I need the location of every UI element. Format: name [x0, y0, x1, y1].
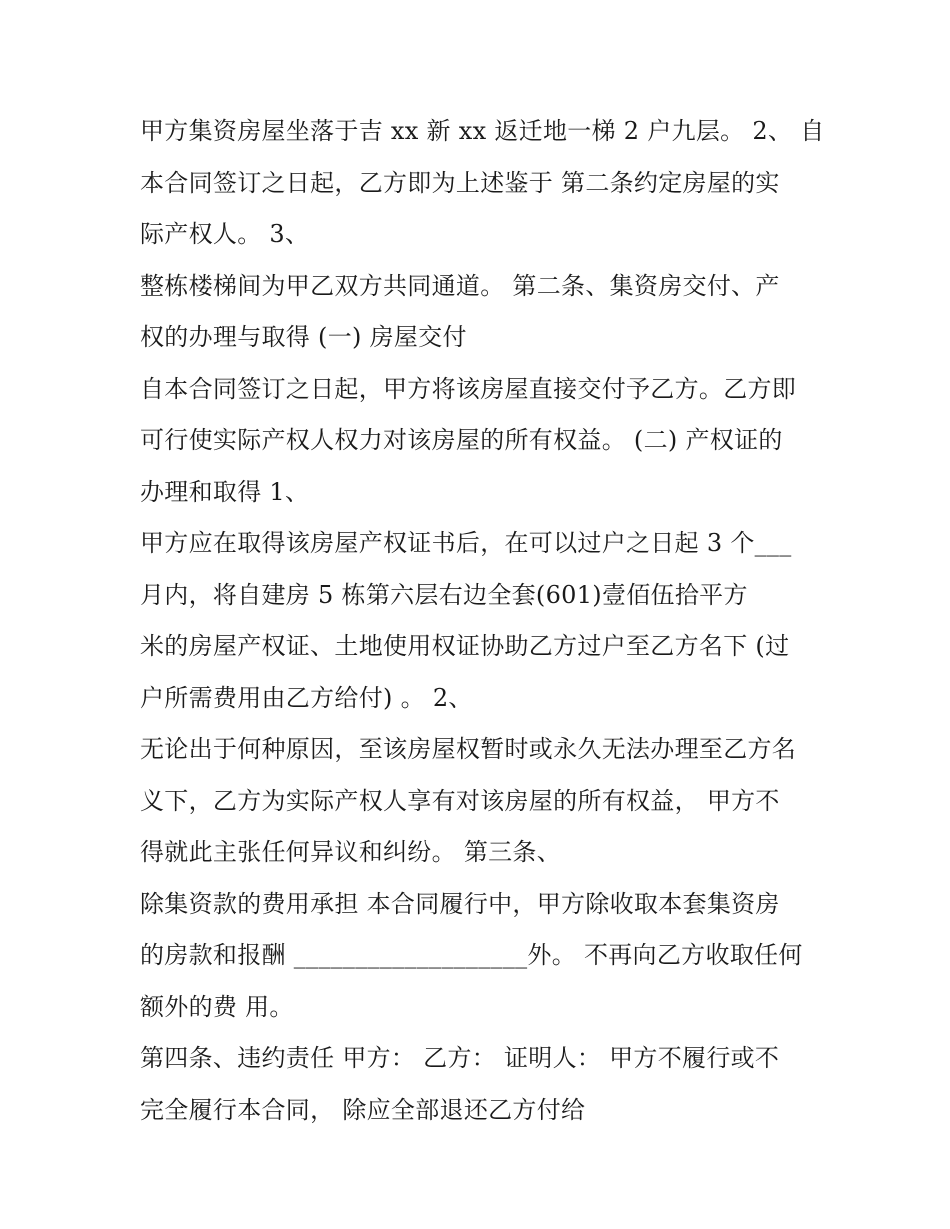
- text-line: 可行使实际产权人权力对该房屋的所有权益。 (二) 产权证的: [140, 426, 783, 454]
- text-line: 第四条、违约责任 甲方： 乙方： 证明人： 甲方不履行或不: [140, 1044, 780, 1072]
- text-line: 米的房屋产权证、土地使用权证协助乙方过户至乙方名下 (过: [140, 632, 790, 660]
- text-line: 本合同签订之日起，乙方即为上述鉴于 第二条约定房屋的实: [140, 168, 780, 197]
- text-line: 甲方集资房屋坐落于吉 xx 新 xx 返迁地一梯 2 户九层。 2、 自: [140, 117, 825, 145]
- text-line: 月内，将自建房 5 栋第六层右边全套(601)壹佰伍拾平方: [140, 580, 748, 609]
- text-line: 除集资款的费用承担 本合同履行中，甲方除收取本套集资房: [140, 889, 780, 918]
- text-line: 整栋楼梯间为甲乙双方共同通道。 第二条、集资房交付、产: [140, 271, 780, 300]
- text-line: 的房款和报酬 ___________________外。 不再向乙方收取任何: [140, 941, 803, 969]
- text-line: 权的办理与取得 (一) 房屋交付: [140, 323, 467, 351]
- text-line: 甲方应在取得该房屋产权证书后，在可以过户之日起 3 个___: [140, 529, 792, 557]
- text-line: 无论出于何种原因，至该房屋权暂时或永久无法办理至乙方名: [140, 735, 797, 763]
- text-line: 得就此主张任何异议和纠纷。 第三条、: [140, 838, 562, 866]
- text-line: 际产权人。 3、: [140, 220, 310, 248]
- text-line: 自本合同签订之日起，甲方将该房屋直接交付予乙方。乙方即: [140, 374, 797, 403]
- text-line: 办理和取得 1、: [140, 477, 310, 506]
- text-line: 完全履行本合同， 除应全部退还乙方付给: [140, 1095, 586, 1124]
- document-body: [140, 106, 825, 1136]
- text-line: 户所需费用由乙方给付) 。 2、: [140, 683, 473, 712]
- text-line: 义下，乙方为实际产权人享有对该房屋的所有权益， 甲方不: [140, 786, 780, 815]
- text-line: 额外的费 用。: [140, 992, 294, 1021]
